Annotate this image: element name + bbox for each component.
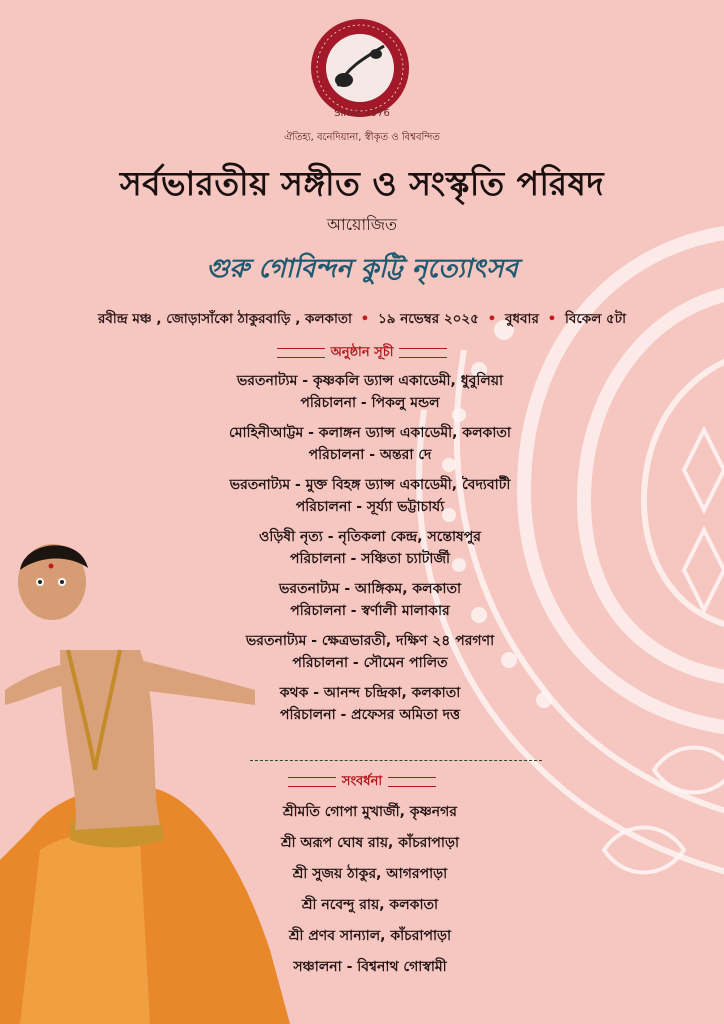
performance: ওড়িষী নৃত্য - নৃতিকলা কেন্দ্র, সন্তোষপুর	[259, 529, 481, 545]
performance: ভরতনাট্যম - মুক্ত বিহঙ্গ ড্যান্স একাডেমী, বৈদ্যবাটী	[229, 477, 511, 493]
director: পরিচালনা - অন্তরা দে	[308, 447, 432, 463]
honouree: শ্রীমতি গোপা মুখার্জী, কৃষ্ণনগর	[282, 804, 457, 820]
programme-item	[120, 474, 620, 518]
honouree: শ্রী সুজয় ঠাকুর, আগরপাড়া	[292, 866, 448, 882]
performance: ভরতনাট্যম - ক্ষেত্রভারতী, দক্ষিণ ২৪ পরগণা	[245, 633, 495, 649]
director: পরিচালনা - সৌমেন পালিত	[292, 655, 448, 671]
performance: কথক - আনন্দ চন্দ্রিকা, কলকাতা	[279, 685, 461, 701]
event-date: ১৯ নভেম্বর ২০২৫	[377, 311, 479, 327]
since-year: Since 1976	[334, 108, 390, 119]
honour-heading: সংবর্ধনা	[0, 772, 724, 793]
honouree: শ্রী অরূপ ঘোষ রায়, কাঁচরাপাড়া	[280, 835, 460, 851]
director: পরিচালনা - প্রফেসর অমিতা দত্ত	[279, 707, 461, 723]
honouree: শ্রী নবেন্দু রায়, কলকাতা	[301, 897, 439, 913]
festival-name: গুরু গোবিন্দন কুট্টি নৃত্যোৎসব	[206, 254, 518, 284]
separator-dot: •	[547, 311, 557, 327]
event-time: বিকেল ৫টা	[564, 311, 626, 327]
dancer-photo	[0, 530, 300, 1024]
heading-ornament	[399, 348, 447, 358]
director: পরিচালনা - পিকলু মন্ডল	[300, 395, 440, 411]
director: পরিচালনা - স্বর্ণালী মালাকার	[290, 603, 450, 619]
heading-ornament	[388, 777, 436, 787]
organised-label: আয়োজিত	[326, 215, 398, 234]
separator-dot: •	[360, 311, 370, 327]
tagline: ঐতিহ্য, বনেদিয়ানা, স্বীকৃত ও বিশ্ববন্দিত	[284, 132, 440, 143]
director: পরিচালনা - সূর্য্যা ভট্টাচার্য্য	[295, 499, 445, 515]
programme-item	[120, 370, 620, 414]
organisation-title: সর্বভারতীয় সঙ্গীত ও সংস্কৃতি পরিষদ	[119, 164, 605, 203]
event-details	[0, 308, 724, 331]
honouree: শ্রী প্রণব সান্যাল, কাঁচরাপাড়া	[288, 928, 452, 944]
event-day: বুধবার	[504, 311, 539, 327]
director: পরিচালনা - সঞ্চিতা চ্যাটার্জী	[289, 551, 451, 567]
heading-ornament	[277, 348, 325, 358]
programme-heading: অনুষ্ঠান সূচী	[0, 343, 724, 364]
performance: মোহিনীআট্টম - কলাঙ্গন ড্যান্স একাডেমী, কলকাতা	[229, 425, 511, 441]
parishad-logo	[308, 16, 412, 120]
anchor: সঞ্চালনা - বিশ্বনাথ গোস্বামী	[293, 959, 447, 975]
separator-dot: •	[487, 311, 497, 327]
programme-item	[120, 422, 620, 466]
venue: রবীন্দ্র মঞ্চ , জোড়াসাঁকো ঠাকুরবাড়ি , কলকাতা	[97, 311, 352, 327]
performance: ভরতনাট্যম - কৃষ্ণকলি ড্যান্স একাডেমী, ধুবুলিয়া	[236, 373, 504, 389]
performance: ভরতনাট্যম - আঙ্গিকম, কলকাতা	[278, 581, 462, 597]
